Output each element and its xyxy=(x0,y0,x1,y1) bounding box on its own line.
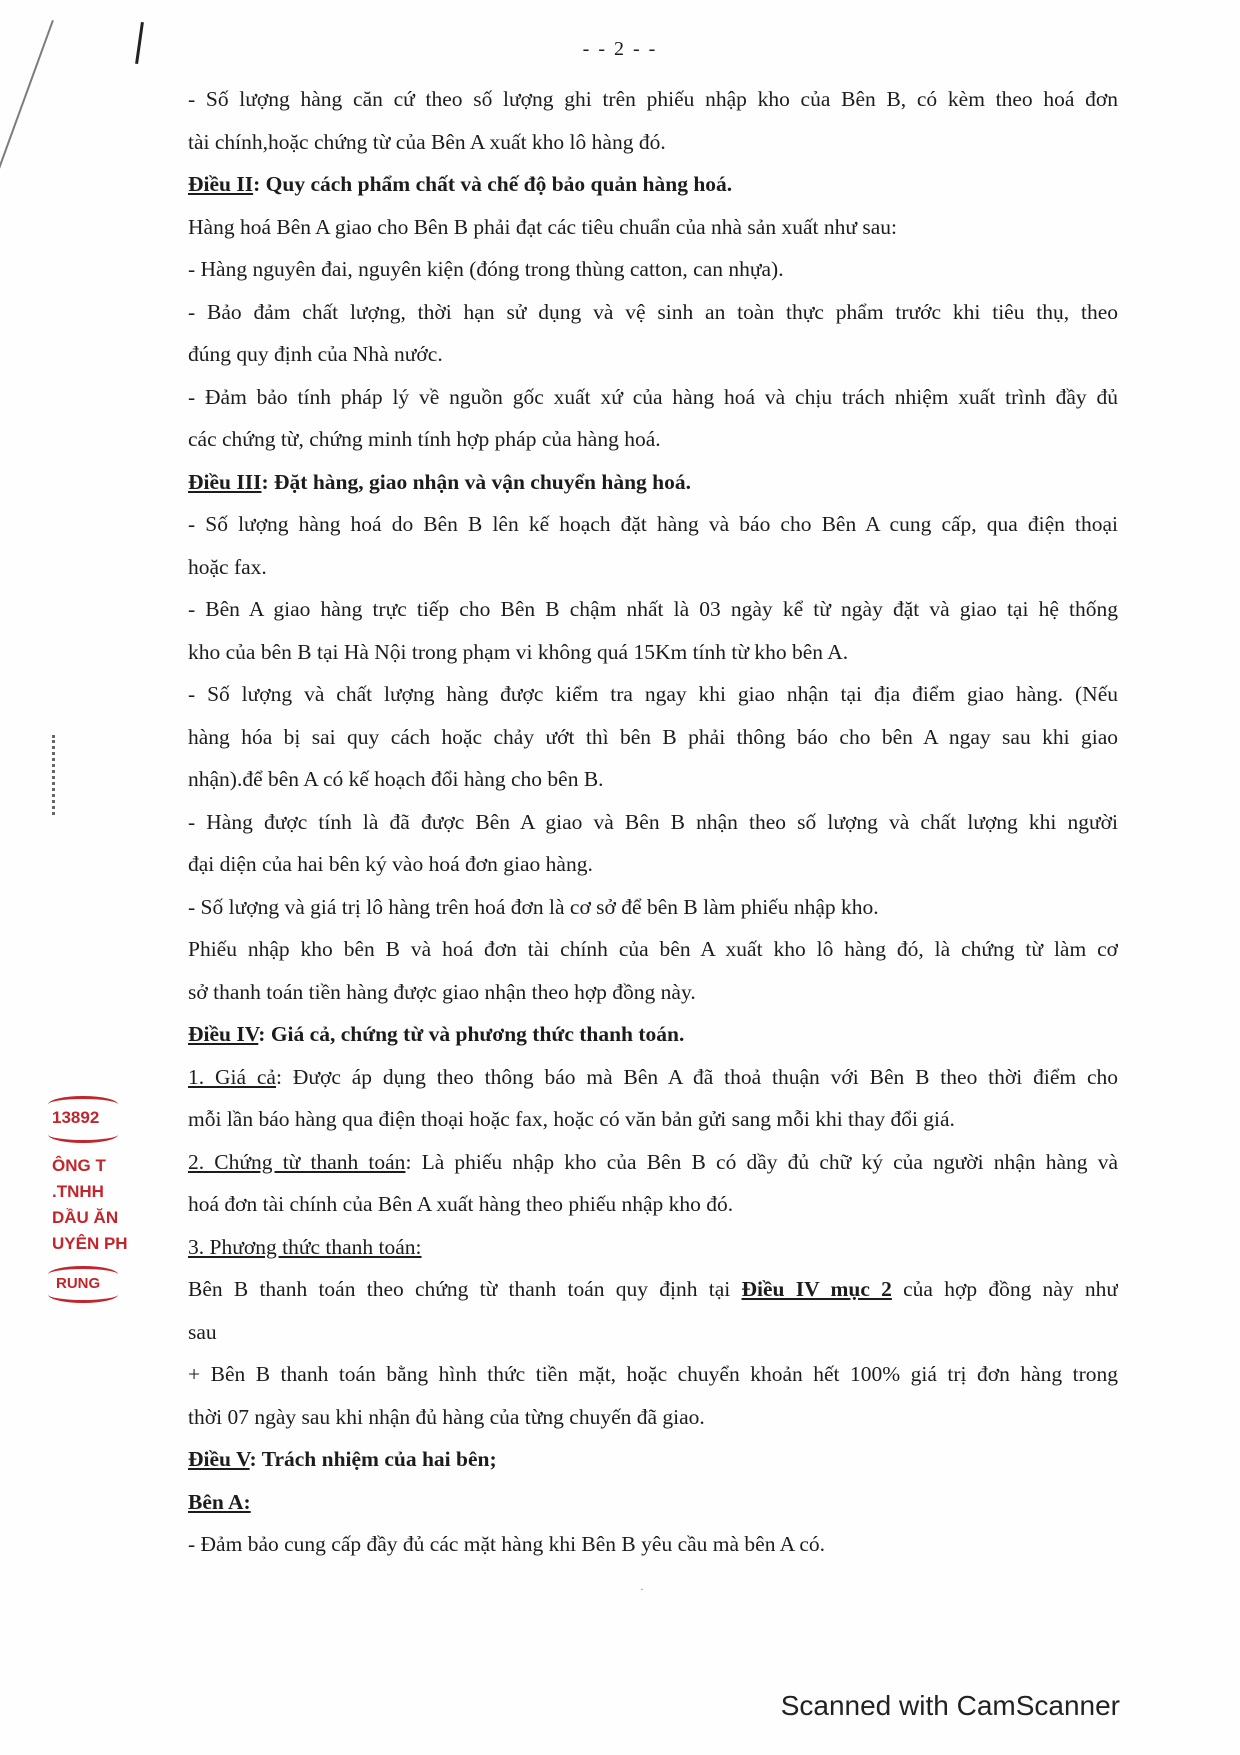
text-line: - Số lượng hàng căn cứ theo số lượng ghi trên phiếu nhập kho của Bên B, có kèm theo hoá đơn xyxy=(188,87,1118,111)
article-5-title: : Trách nhiệm của hai bên; xyxy=(249,1447,497,1471)
method-clause xyxy=(188,1268,1118,1311)
text-line: - Đảm bảo cung cấp đầy đủ các mặt hàng khi Bên B yêu cầu mà bên A có. xyxy=(188,1532,826,1556)
stamp-text: .TNHH xyxy=(52,1182,104,1201)
scan-artifact-dots xyxy=(52,735,58,815)
price-label: 1. Giá cả xyxy=(188,1064,276,1089)
article-2-heading xyxy=(188,163,1118,206)
docs-text: : Là phiếu nhập kho của Bên B có dầy đủ chữ ký của người nhận hàng và xyxy=(405,1149,1118,1174)
text-line: - Đảm bảo tính pháp lý về nguồn gốc xuất xứ của hàng hoá và chịu trách nhiệm xuất trình đầy đủ xyxy=(188,384,1118,409)
party-a-label: Bên A: xyxy=(188,1489,251,1514)
party-a-heading xyxy=(188,1481,1118,1524)
stamp-code: 13892 xyxy=(52,1108,100,1127)
stamp-text: RUNG xyxy=(56,1275,101,1292)
stamp-ring-bottom xyxy=(48,1126,118,1143)
text-line: đại diện của hai bên ký vào hoá đơn giao hàng. xyxy=(188,852,593,876)
text-line: + Bên B thanh toán bằng hình thức tiền mặt, hoặc chuyển khoản hết 100% giá trị đơn hàng trong xyxy=(188,1362,1118,1386)
article-4-heading xyxy=(188,1013,1118,1056)
article-2-label: Điều II xyxy=(188,172,254,196)
text-line: - Số lượng hàng hoá do Bên B lên kế hoạch đặt hàng và báo cho Bên A cung cấp, qua điện thoại xyxy=(188,512,1118,536)
docs-label: 2. Chứng từ thanh toán xyxy=(188,1149,406,1174)
text-line: tài chính,hoặc chứng từ của Bên A xuất kho lô hàng đó. xyxy=(188,129,666,154)
price-clause xyxy=(188,1056,1118,1099)
text-line: đúng quy định của Nhà nước. xyxy=(188,342,443,366)
method-reference: Điều IV mục 2 xyxy=(741,1277,892,1301)
article-2-title: : Quy cách phẩm chất và chế độ bảo quản hàng hoá. xyxy=(253,172,733,196)
text-line: thời 07 ngày sau khi nhận đủ hàng của từng chuyến đã giao. xyxy=(188,1404,705,1429)
text-line: các chứng từ, chứng minh tính hợp pháp của hàng hoá. xyxy=(188,427,661,451)
docs-clause xyxy=(188,1141,1118,1184)
stamp-ring-bottom xyxy=(48,1286,118,1303)
article-3-label: Điều III xyxy=(188,469,262,494)
text-line: mỗi lần báo hàng qua điện thoại hoặc fax, hoặc có văn bản gửi sang mỗi khi thay đổi giá. xyxy=(188,1107,955,1131)
method-label: 3. Phương thức thanh toán: xyxy=(188,1234,422,1259)
text-line: - Số lượng và giá trị lô hàng trên hoá đơn là cơ sở để bên B làm phiếu nhập kho. xyxy=(188,894,879,919)
text-line: - Bảo đảm chất lượng, thời hạn sử dụng và vệ sinh an toàn thực phẩm trước khi tiêu thụ, theo xyxy=(188,299,1118,324)
text-line: - Hàng được tính là đã được Bên A giao và Bên B nhận theo số lượng và chất lượng khi người xyxy=(188,809,1118,834)
scan-artifact-speck: · xyxy=(640,1582,644,1596)
method-clause-heading xyxy=(188,1226,1118,1269)
text-line: Phiếu nhập kho bên B và hoá đơn tài chính của bên A xuất kho lô hàng đó, là chứng từ làm cơ xyxy=(188,937,1118,961)
text-line: hoá đơn tài chính của Bên A xuất hàng theo phiếu nhập kho đó. xyxy=(188,1192,734,1216)
article-3-heading xyxy=(188,461,1118,504)
article-4-label: Điều IV xyxy=(188,1022,259,1046)
article-4-title: : Giá cả, chứng từ và phương thức thanh toán. xyxy=(258,1022,685,1046)
text-line: sở thanh toán tiền hàng được giao nhận theo hợp đồng này. xyxy=(188,979,696,1004)
text-line: - Hàng nguyên đai, nguyên kiện (đóng trong thùng catton, can nhựa). xyxy=(188,257,784,281)
text-line: - Số lượng và chất lượng hàng được kiểm tra ngay khi giao nhận tại địa điểm giao hàng. (Nếu xyxy=(188,682,1118,706)
stamp-text: ÔNG T xyxy=(52,1156,106,1175)
text-line: hoặc fax. xyxy=(188,554,267,579)
contract-body xyxy=(188,78,1118,1566)
method-post: của hợp đồng này như xyxy=(891,1277,1118,1301)
text-line: sau xyxy=(188,1319,217,1344)
text-line: Hàng hoá Bên A giao cho Bên B phải đạt các tiêu chuẩn của nhà sản xuất như sau: xyxy=(188,214,898,239)
article-5-heading xyxy=(188,1438,1118,1481)
stamp-text: UYÊN PH xyxy=(52,1234,128,1253)
stamp-text: DẦU ĂN xyxy=(52,1208,119,1227)
company-stamp xyxy=(48,1090,126,1320)
article-3-title: : Đặt hàng, giao nhận và vận chuyển hàng hoá. xyxy=(261,469,692,494)
text-line: - Bên A giao hàng trực tiếp cho Bên B chậm nhất là 03 ngày kể từ ngày đặt và giao tại hệ thống xyxy=(188,597,1118,621)
method-pre: Bên B thanh toán theo chứng từ thanh toán quy định tại xyxy=(188,1277,742,1301)
page-number: - - 2 - - xyxy=(582,38,658,60)
price-text: : Được áp dụng theo thông báo mà Bên A đã thoả thuận với Bên B theo thời điểm cho xyxy=(275,1064,1118,1089)
text-line: nhận).để bên A có kế hoạch đổi hàng cho bên B. xyxy=(188,767,604,791)
article-5-label: Điều V xyxy=(188,1447,250,1471)
text-line: hàng hóa bị sai quy cách hoặc chảy ướt thì bên B phải thông báo cho bên A ngay sau khi giao xyxy=(188,724,1118,749)
camscanner-watermark: Scanned with CamScanner xyxy=(780,1690,1120,1721)
text-line: kho của bên B tại Hà Nội trong phạm vi không quá 15Km tính từ kho bên A. xyxy=(188,639,849,664)
